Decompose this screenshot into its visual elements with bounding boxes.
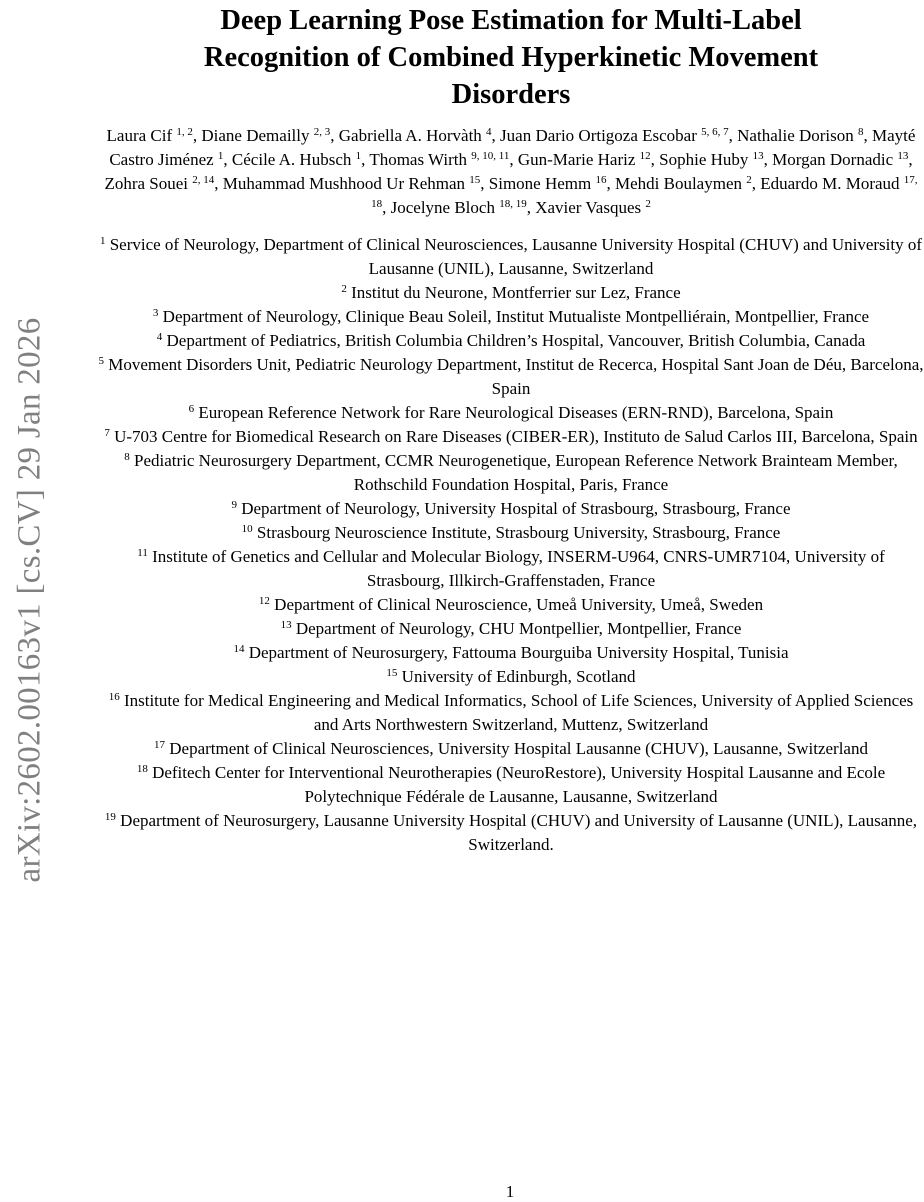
author-affiliation-marker: 16 (595, 174, 607, 186)
author (201, 126, 330, 145)
affiliation (98, 689, 924, 737)
affiliation-number: 18 (136, 763, 148, 775)
affiliation-text: European Reference Network for Rare Neurological Diseases (ERN-RND), Barcelona, Spain (198, 403, 834, 422)
affiliation-number: 19 (104, 811, 116, 823)
affiliation (98, 665, 924, 689)
affiliation (98, 521, 924, 545)
author (232, 150, 361, 169)
affiliation (98, 737, 924, 761)
affiliation-number: 15 (386, 667, 398, 679)
author-affiliation-marker: 13 (752, 150, 764, 162)
affiliation-number: 1 (99, 235, 106, 247)
affiliation-text: Institute of Genetics and Cellular and Molecular Biology, INSERM-U964, CNRS-UMR7104, University of Strasbourg, Illkirch-Graffenstaden, France (152, 547, 885, 590)
affiliation (98, 641, 924, 665)
affiliation (98, 305, 924, 329)
author-affiliation-marker: 1 (217, 150, 224, 162)
author-name: Gun-Marie Hariz (517, 150, 636, 169)
affiliation (98, 449, 924, 497)
author (535, 198, 651, 217)
affiliation-text: Institute for Medical Engineering and Medical Informatics, School of Life Sciences, University of Applied Sciences and Arts Northwestern Switzerland, Muttenz, Switzerland (123, 691, 914, 734)
author-affiliation-marker: 12 (639, 150, 651, 162)
author-list: Laura Cif $^{1, 2}$, Diane Demailly $^{2, 3}$, Gabriella A. Horvàth $^4$, Juan Dario Ortigoza Escobar $^{5, 6, 7}$, Nathalie Dorison $^8$, Mayté Castro Jiménez $^1$, Cécile A. Hubsch $^1$, Thomas Wirth $^{9, 10, 11}$, Gun-Marie Hariz $^{12}$, Sophie Huby $^{13}$, Morgan Dornadic $^{13}$, Zohra Souei $^{2, 14}$, Muhammad Mushhood Ur Rehman $^{15}$, Simone Hemm $^{16}$, Mehdi Boulaymen $^2$, Eduardo M. Moraud $^{17, 18}$, Jocelyne Bloch $^{18, 19}$, Xavier Vasques $^2$ (104, 126, 918, 217)
paper-front-matter (98, 0, 924, 857)
affiliation (98, 401, 924, 425)
affiliation-text: Pediatric Neurosurgery Department, CCMR Neurogenetique, European Reference Network Brainteam Member, Rothschild Foundation Hospital, Paris, France (134, 451, 898, 494)
affiliation-text: Department of Neurosurgery, Fattouma Bourguiba University Hospital, Tunisia (248, 643, 789, 662)
author (107, 126, 193, 145)
affiliation-list (98, 233, 924, 857)
author (615, 174, 752, 193)
author-name: Juan Dario Ortigoza Escobar (500, 126, 697, 145)
author-affiliation-marker: 1, 2 (176, 126, 193, 138)
affiliation-number: 8 (124, 451, 130, 463)
author (659, 150, 764, 169)
author-affiliation-marker: 2 (645, 198, 651, 210)
affiliation-number: 10 (241, 523, 253, 535)
affiliation-text: U-703 Centre for Biomedical Research on Rare Diseases (CIBER-ER), Instituto de Salud Carlos III, Barcelona, Spain (114, 427, 918, 446)
author-name: Simone Hemm (488, 174, 592, 193)
author-name: Thomas Wirth (369, 150, 468, 169)
affiliation-number: 11 (137, 547, 148, 559)
affiliation (98, 761, 924, 809)
affiliation-text: Department of Neurosurgery, Lausanne University Hospital (CHUV) and University of Lausanne (UNIL), Lausanne, Switzerland. (120, 811, 918, 854)
affiliation (98, 617, 924, 641)
affiliation-text: Department of Neurology, CHU Montpellier, Montpellier, France (295, 619, 742, 638)
author-affiliation-marker: 4 (486, 126, 492, 138)
affiliation-text: Defitech Center for Interventional Neurotherapies (NeuroRestore), University Hospital Lausanne and Ecole Polytechnique Fédérale de Lausanne, Lausanne, Switzerland (152, 763, 886, 806)
title-line: Recognition of Combined Hyperkinetic Movement (203, 42, 819, 73)
affiliation-number: 9 (231, 499, 237, 511)
author-name: Jocelyne Bloch (390, 198, 495, 217)
page-number: 1 (505, 1182, 515, 1201)
affiliation-text: Department of Neurology, University Hospital of Strasbourg, Strasbourg, France (241, 499, 791, 518)
author-affiliation-marker: 2 (746, 174, 752, 186)
author-name: Gabriella A. Horvàth (338, 126, 482, 145)
author (500, 126, 729, 145)
affiliation (98, 233, 924, 281)
author (223, 174, 480, 193)
affiliation-number: 3 (152, 307, 159, 319)
author (104, 174, 214, 193)
affiliation-text: Strasbourg Neuroscience Institute, Strasbourg University, Strasbourg, France (256, 523, 781, 542)
affiliation-number: 7 (104, 427, 110, 439)
author-name: Mehdi Boulaymen (614, 174, 742, 193)
author (737, 126, 863, 145)
affiliation-number: 2 (341, 283, 347, 295)
author-affiliation-marker: 5, 6, 7 (701, 126, 729, 138)
affiliation-number: 13 (280, 619, 292, 631)
title-line: Deep Learning Pose Estimation for Multi-Label (220, 5, 802, 36)
author (391, 198, 527, 217)
author (772, 150, 908, 169)
affiliation-text: Institut du Neurone, Montferrier sur Lez, France (351, 283, 681, 302)
author-affiliation-marker: 15 (469, 174, 481, 186)
author-name: Eduardo M. Moraud (760, 174, 900, 193)
author-name: Nathalie Dorison (737, 126, 854, 145)
affiliation-text: Department of Pediatrics, British Columbia Children’s Hospital, Vancouver, British Columbia, Canada (166, 331, 866, 350)
author-name: Laura Cif (106, 126, 173, 145)
author-name: Muhammad Mushhood Ur Rehman (222, 174, 466, 193)
author-affiliation-marker: 9, 10, 11 (471, 150, 510, 162)
affiliation (98, 425, 924, 449)
affiliation (98, 281, 924, 305)
author-name: Sophie Huby (659, 150, 749, 169)
author (489, 174, 607, 193)
affiliation (98, 593, 924, 617)
author-affiliation-marker: 13 (897, 150, 909, 162)
affiliation-number: 17 (154, 739, 166, 751)
affiliation (98, 329, 924, 353)
author-name: Diane Demailly (201, 126, 310, 145)
affiliation-number: 14 (233, 643, 245, 655)
affiliation-text: University of Edinburgh, Scotland (401, 667, 636, 686)
author (369, 150, 509, 169)
affiliation-text: Department of Clinical Neurosciences, University Hospital Lausanne (CHUV), Lausanne, Switzerland (169, 739, 868, 758)
author (339, 126, 492, 145)
paper-title (98, 0, 924, 113)
affiliation-text: Department of Clinical Neuroscience, Umeå University, Umeå, Sweden (274, 595, 764, 614)
affiliation-text: Service of Neurology, Department of Clinical Neurosciences, Lausanne University Hospital (CHUV) and University of Lausanne (UNIL), Lausanne, Switzerland (109, 235, 923, 278)
author-affiliation-marker: 2, 3 (313, 126, 331, 138)
author-affiliation-marker: 18, 19 (499, 198, 527, 210)
author-name: Mayté Castro Jiménez (109, 126, 916, 169)
author (518, 150, 651, 169)
affiliation-text: Department of Neurology, Clinique Beau Soleil, Institut Mutualiste Montpelliérain, Montpellier, France (162, 307, 870, 326)
arxiv-identifier-stamp (0, 0, 60, 1200)
author-affiliation-marker: 1 (355, 150, 362, 162)
author-name: Morgan Dornadic (772, 150, 894, 169)
affiliation (98, 353, 924, 401)
affiliation (98, 809, 924, 857)
author-affiliation-marker: 8 (858, 126, 864, 138)
author-affiliation-marker: 2, 14 (192, 174, 215, 186)
author-name: Zohra Souei (104, 174, 189, 193)
author-name: Xavier Vasques (535, 198, 642, 217)
affiliation-text: Movement Disorders Unit, Pediatric Neurology Department, Institut de Recerca, Hospital Sant Joan de Déu, Barcelona, Spain (108, 355, 924, 398)
affiliation (98, 545, 924, 593)
author-name: Cécile A. Hubsch (231, 150, 352, 169)
affiliation-number: 6 (188, 403, 195, 415)
affiliation-number: 16 (108, 691, 120, 703)
affiliation-number: 5 (98, 355, 104, 367)
arxiv-identifier: arXiv:2602.00163v1 [cs.CV] 29 Jan 2026 (11, 317, 48, 883)
author-affiliation-marker: 17, 18 (371, 174, 918, 210)
affiliation-number: 12 (258, 595, 270, 607)
affiliation (98, 497, 924, 521)
affiliation-number: 4 (156, 331, 163, 343)
title-line: Disorders (451, 79, 571, 110)
